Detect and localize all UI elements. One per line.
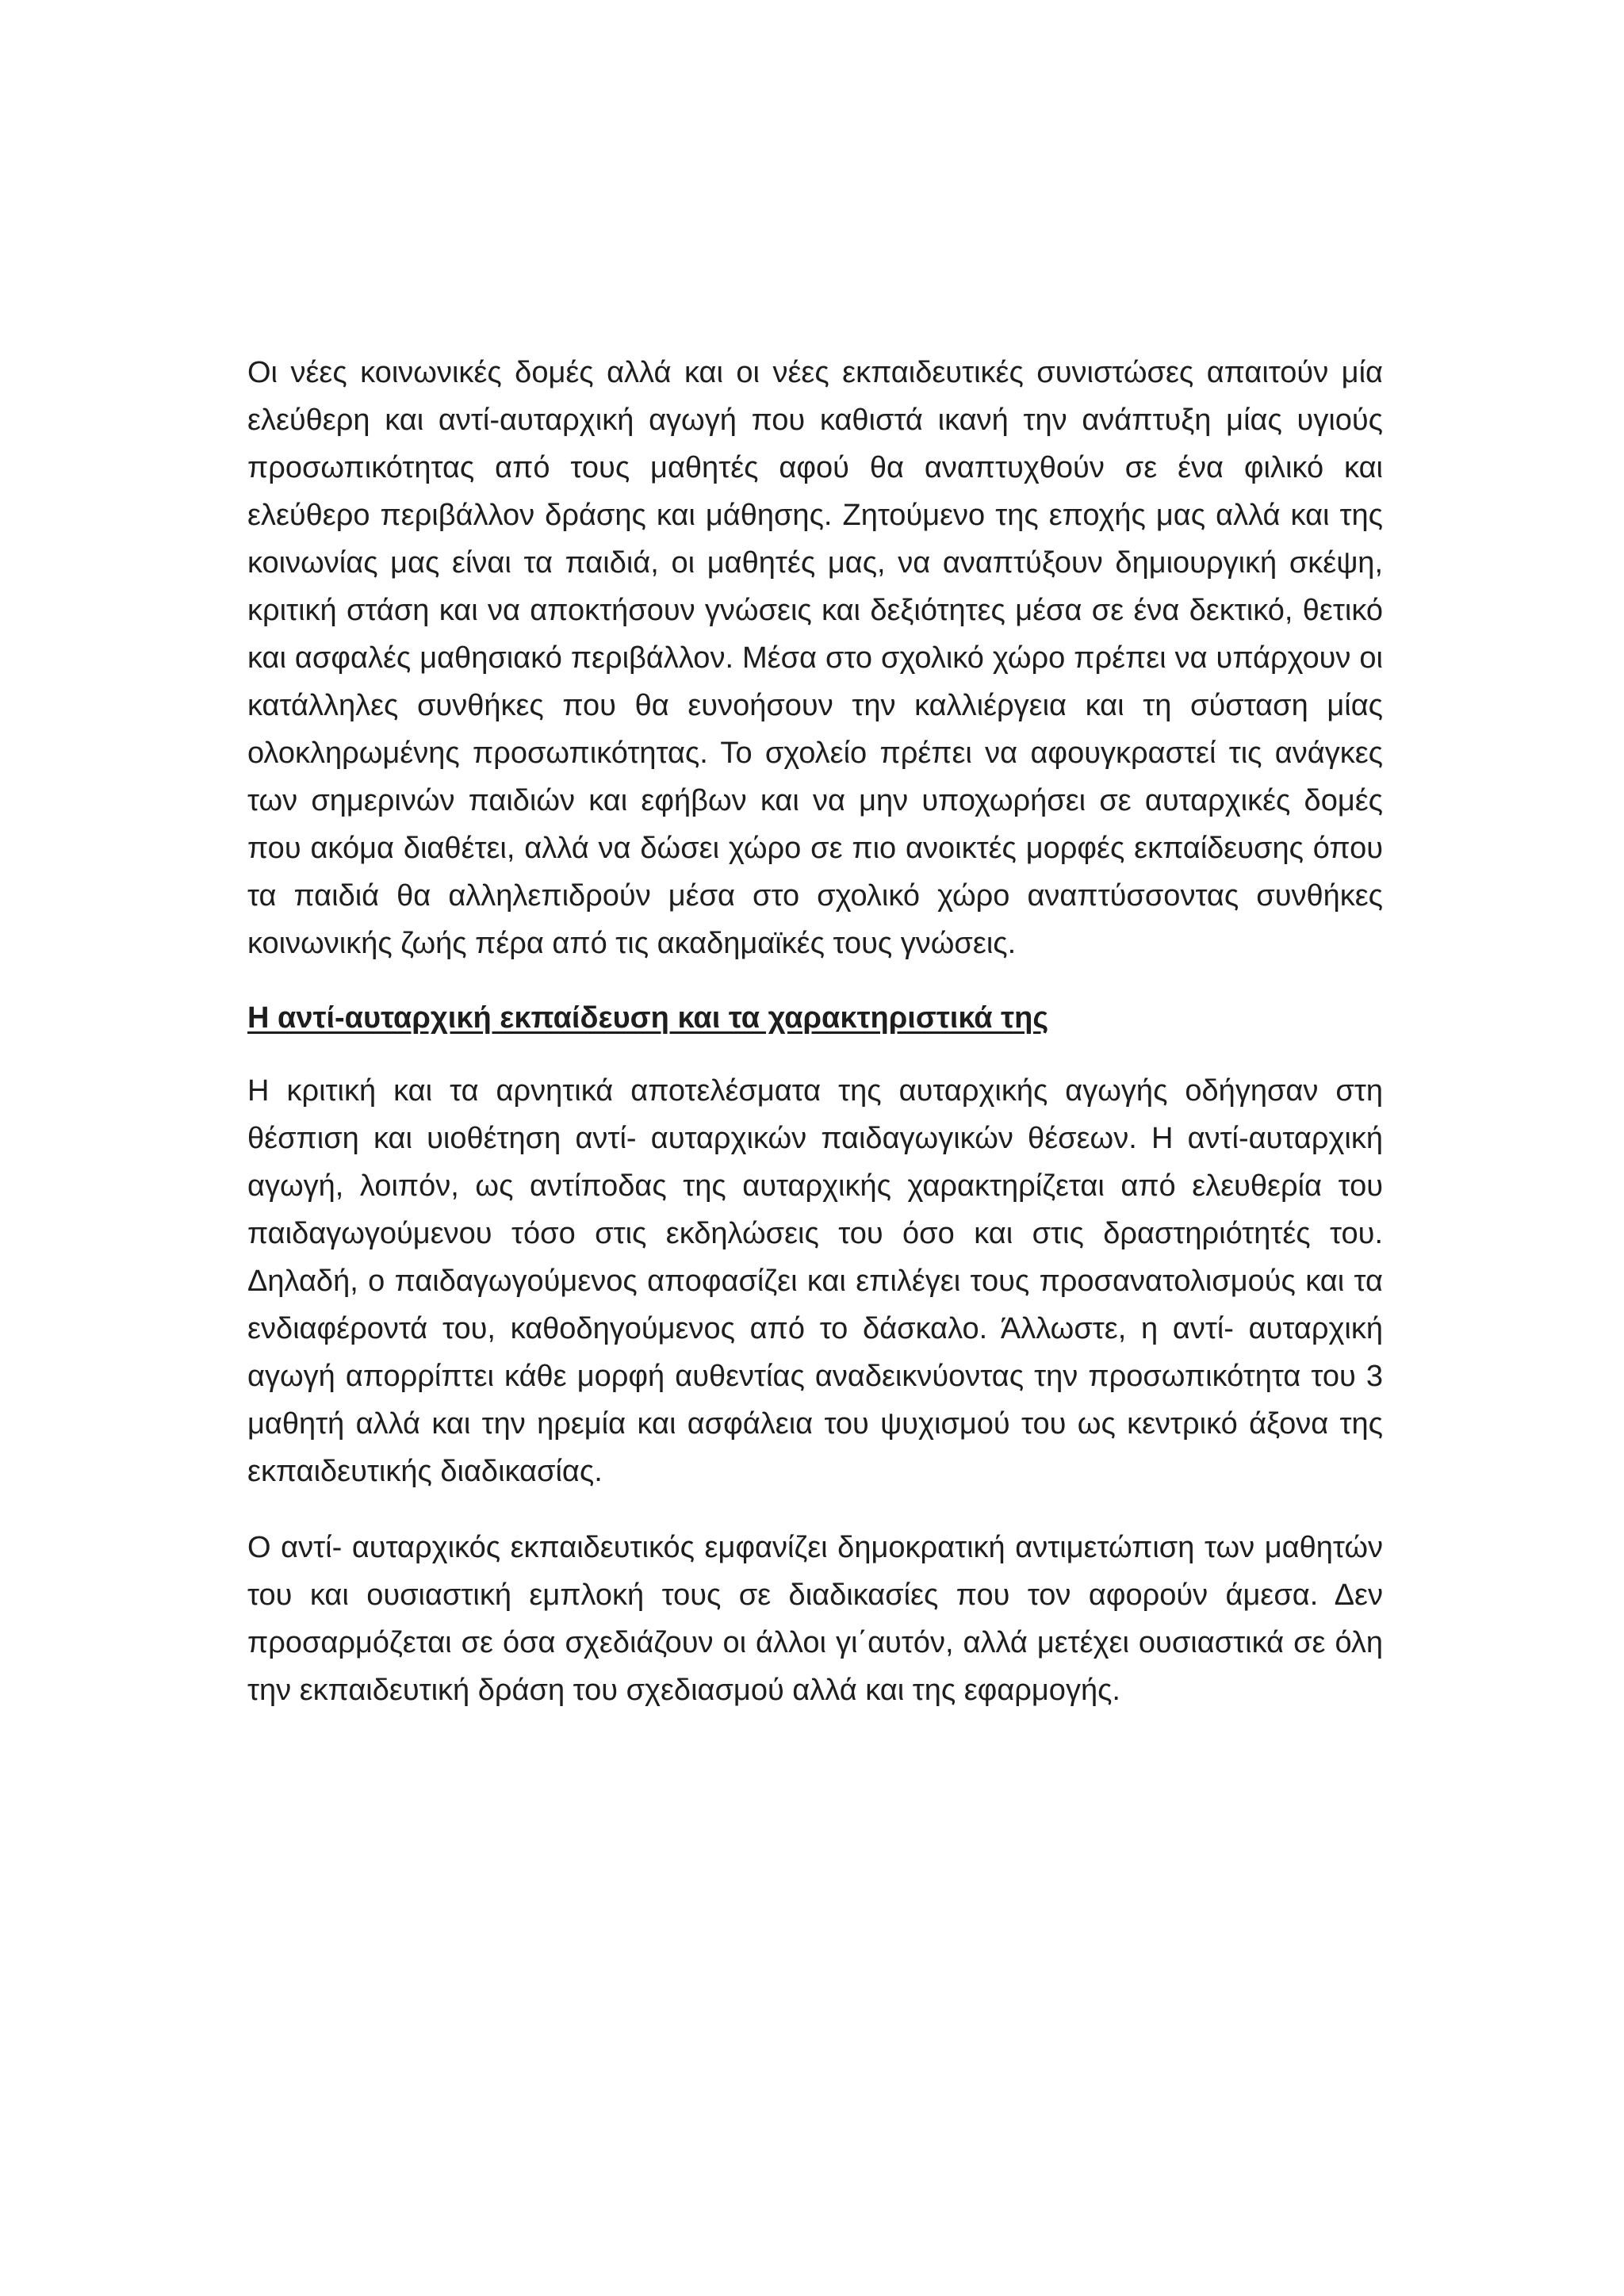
section-paragraph-2: Ο αντί- αυταρχικός εκπαιδευτικός εμφανίζει δημοκρατική αντιμετώπιση των μαθητών του και ουσιαστική εμπλοκή τους σε διαδικασίες που τον αφορούν άμεσα. Δεν προσαρμόζεται σε όσα σχεδιάζουν οι άλλοι γι΄αυτόν, αλλά μετέχει ουσιαστικά σε όλη την εκπαιδευτική δράση του σχεδιασμού αλλά και της εφαρμογής. <box>247 1531 1383 1707</box>
intro-paragraph: Οι νέες κοινωνικές δομές αλλά και οι νέες εκπαιδευτικές συνιστώσες απαιτούν μία ελεύθερη και αντί-αυταρχική αγωγή που καθιστά ικανή την ανάπτυξη μίας υγιούς προσωπικότητας από τους μαθητές αφού θα αναπτυχθούν σε ένα φιλικό και ελεύθερο περιβάλλον δράσης και μάθησης. Ζητούμενο της εποχής μας αλλά και της κοινωνίας μας είναι τα παιδιά, οι μαθητές μας, να αναπτύξουν δημιουργική σκέψη, κριτική στάση και να αποκτήσουν γνώσεις και δεξιότητες μέσα σε ένα δεκτικό, θετικό και ασφαλές μαθησιακό περιβάλλον. Μέσα στο σχολικό χώρο πρέπει να υπάρχουν οι κατάλληλες συνθήκες που θα ευνοήσουν την καλλιέργεια και τη σύσταση μίας ολοκληρωμένης προσωπικότητας. Το σχολείο πρέπει να αφουγκραστεί τις ανάγκες των σημερινών παιδιών και εφήβων και να μην υποχωρήσει σε αυταρχικές δομές που ακόμα διαθέτει, αλλά να δώσει χώρο σε πιο ανοικτές μορφές εκπαίδευσης όπου τα παιδιά θα αλληλεπιδρούν μέσα στο σχολικό χώρο αναπτύσσοντας συνθήκες κοινωνικής ζωής πέρα από τις ακαδημαϊκές τους γνώσεις. <box>247 356 1383 960</box>
document-body <box>247 349 1383 1714</box>
section-heading: Η αντί-αυταρχική εκπαίδευση και τα χαρακτηριστικά της <box>247 1001 1049 1035</box>
section-paragraph-1: Η κριτική και τα αρνητικά αποτελέσματα της αυταρχικής αγωγής οδήγησαν στη θέσπιση και υιοθέτηση αντί- αυταρχικών παιδαγωγικών θέσεων. Η αντί-αυταρχική αγωγή, λοιπόν, ως αντίποδας της αυταρχικής χαρακτηρίζεται από ελευθερία του παιδαγωγούμενου τόσο στις εκδηλώσεις του όσο και στις δραστηριότητές του. Δηλαδή, ο παιδαγωγούμενος αποφασίζει και επιλέγει τους προσανατολισμούς και τα ενδιαφέροντά του, καθοδηγούμενος από το δάσκαλο. Άλλωστε, η αντί- αυταρχική αγωγή απορρίπτει κάθε μορφή αυθεντίας αναδεικνύοντας την προσωπικότητα του 3 μαθητή αλλά και την ηρεμία και ασφάλεια του ψυχισμού του ως κεντρικό άξονα της εκπαιδευτικής διαδικασίας. <box>247 1074 1383 1488</box>
